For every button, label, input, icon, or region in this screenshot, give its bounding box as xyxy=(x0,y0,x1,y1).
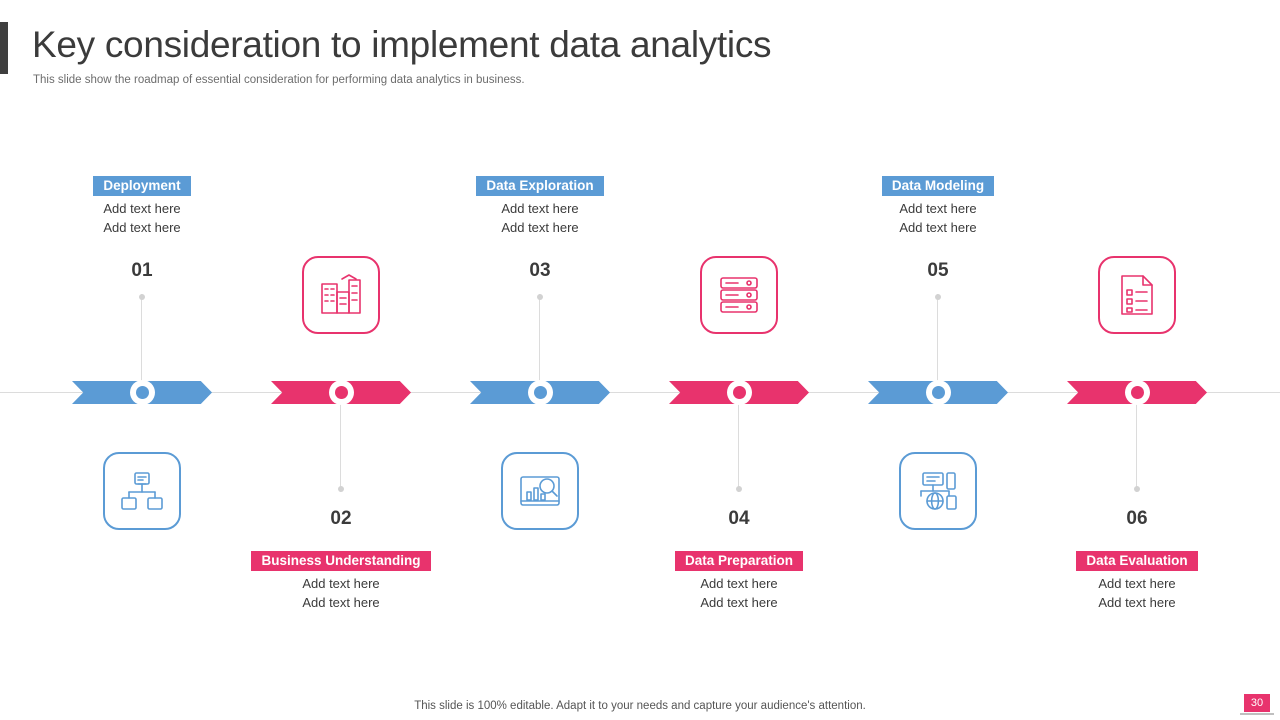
stage-body-line: Add text here xyxy=(1098,576,1176,591)
stage-body-line: Add text here xyxy=(302,595,380,610)
city-buildings-icon xyxy=(302,256,380,334)
timeline-stage xyxy=(231,0,451,720)
stage-label: Data Preparation xyxy=(675,551,803,571)
stage-label: Business Understanding xyxy=(251,551,430,571)
stage-chevron[interactable] xyxy=(72,381,212,404)
stage-chevron[interactable] xyxy=(271,381,411,404)
stage-label: Data Exploration xyxy=(476,176,603,196)
chevron-node xyxy=(727,380,752,405)
stage-body-line: Add text here xyxy=(700,576,778,591)
chevron-node xyxy=(926,380,951,405)
server-stack-icon xyxy=(700,256,778,334)
stage-body-line: Add text here xyxy=(1098,595,1176,610)
stage-body xyxy=(430,199,650,237)
network-diagram-icon xyxy=(103,452,181,530)
stage-body xyxy=(1027,574,1247,612)
stage-body-line: Add text here xyxy=(501,220,579,235)
stage-body-line: Add text here xyxy=(899,201,977,216)
stage-label-block xyxy=(629,551,849,612)
timeline-stage xyxy=(1027,0,1247,720)
stage-body xyxy=(828,199,1048,237)
timeline-stage xyxy=(828,0,1048,720)
chart-search-icon xyxy=(501,452,579,530)
page-number-badge: 30 xyxy=(1244,694,1270,712)
stage-body xyxy=(231,574,451,612)
chevron-node xyxy=(1125,380,1150,405)
stage-chevron[interactable] xyxy=(669,381,809,404)
stage-body-line: Add text here xyxy=(700,595,778,610)
stage-label-block xyxy=(430,176,650,237)
stage-chevron[interactable] xyxy=(868,381,1008,404)
title-accent-bar xyxy=(0,22,8,74)
stage-connector xyxy=(937,294,938,386)
stage-connector xyxy=(1136,398,1137,492)
chevron-node xyxy=(130,380,155,405)
stage-label-block xyxy=(1027,551,1247,612)
stage-number: 03 xyxy=(529,260,551,281)
chevron-node xyxy=(329,380,354,405)
stage-connector xyxy=(738,398,739,492)
stage-body xyxy=(629,574,849,612)
stage-body xyxy=(32,199,252,237)
stage-label: Data Modeling xyxy=(882,176,994,196)
stage-label-block xyxy=(231,551,451,612)
stage-chevron[interactable] xyxy=(1067,381,1207,404)
stage-label: Data Evaluation xyxy=(1076,551,1197,571)
stage-label-block xyxy=(828,176,1048,237)
timeline-stage xyxy=(430,0,650,720)
stage-body-line: Add text here xyxy=(302,576,380,591)
chevron-node xyxy=(528,380,553,405)
page-title: Key consideration to implement data analytics xyxy=(32,24,772,65)
data-network-icon xyxy=(899,452,977,530)
footer-note: This slide is 100% editable. Adapt it to your needs and capture your audience's attention. xyxy=(414,700,866,712)
stage-chevron[interactable] xyxy=(470,381,610,404)
checklist-document-icon xyxy=(1098,256,1176,334)
stage-connector xyxy=(141,294,142,386)
stage-number: 06 xyxy=(1126,508,1148,529)
stage-body-line: Add text here xyxy=(501,201,579,216)
stage-label-block xyxy=(32,176,252,237)
stage-body-line: Add text here xyxy=(103,220,181,235)
stage-body-line: Add text here xyxy=(103,201,181,216)
page-badge-underline xyxy=(1240,713,1274,715)
stage-number: 04 xyxy=(728,508,750,529)
timeline-stage xyxy=(32,0,252,720)
timeline-stage xyxy=(629,0,849,720)
stage-number: 05 xyxy=(927,260,949,281)
stage-number: 01 xyxy=(131,260,153,281)
stage-body-line: Add text here xyxy=(899,220,977,235)
stage-connector xyxy=(340,398,341,492)
page-subtitle: This slide show the roadmap of essential consideration for performing data analytics in business. xyxy=(33,74,525,86)
stage-label: Deployment xyxy=(93,176,190,196)
stage-connector xyxy=(539,294,540,386)
stage-number: 02 xyxy=(330,508,352,529)
